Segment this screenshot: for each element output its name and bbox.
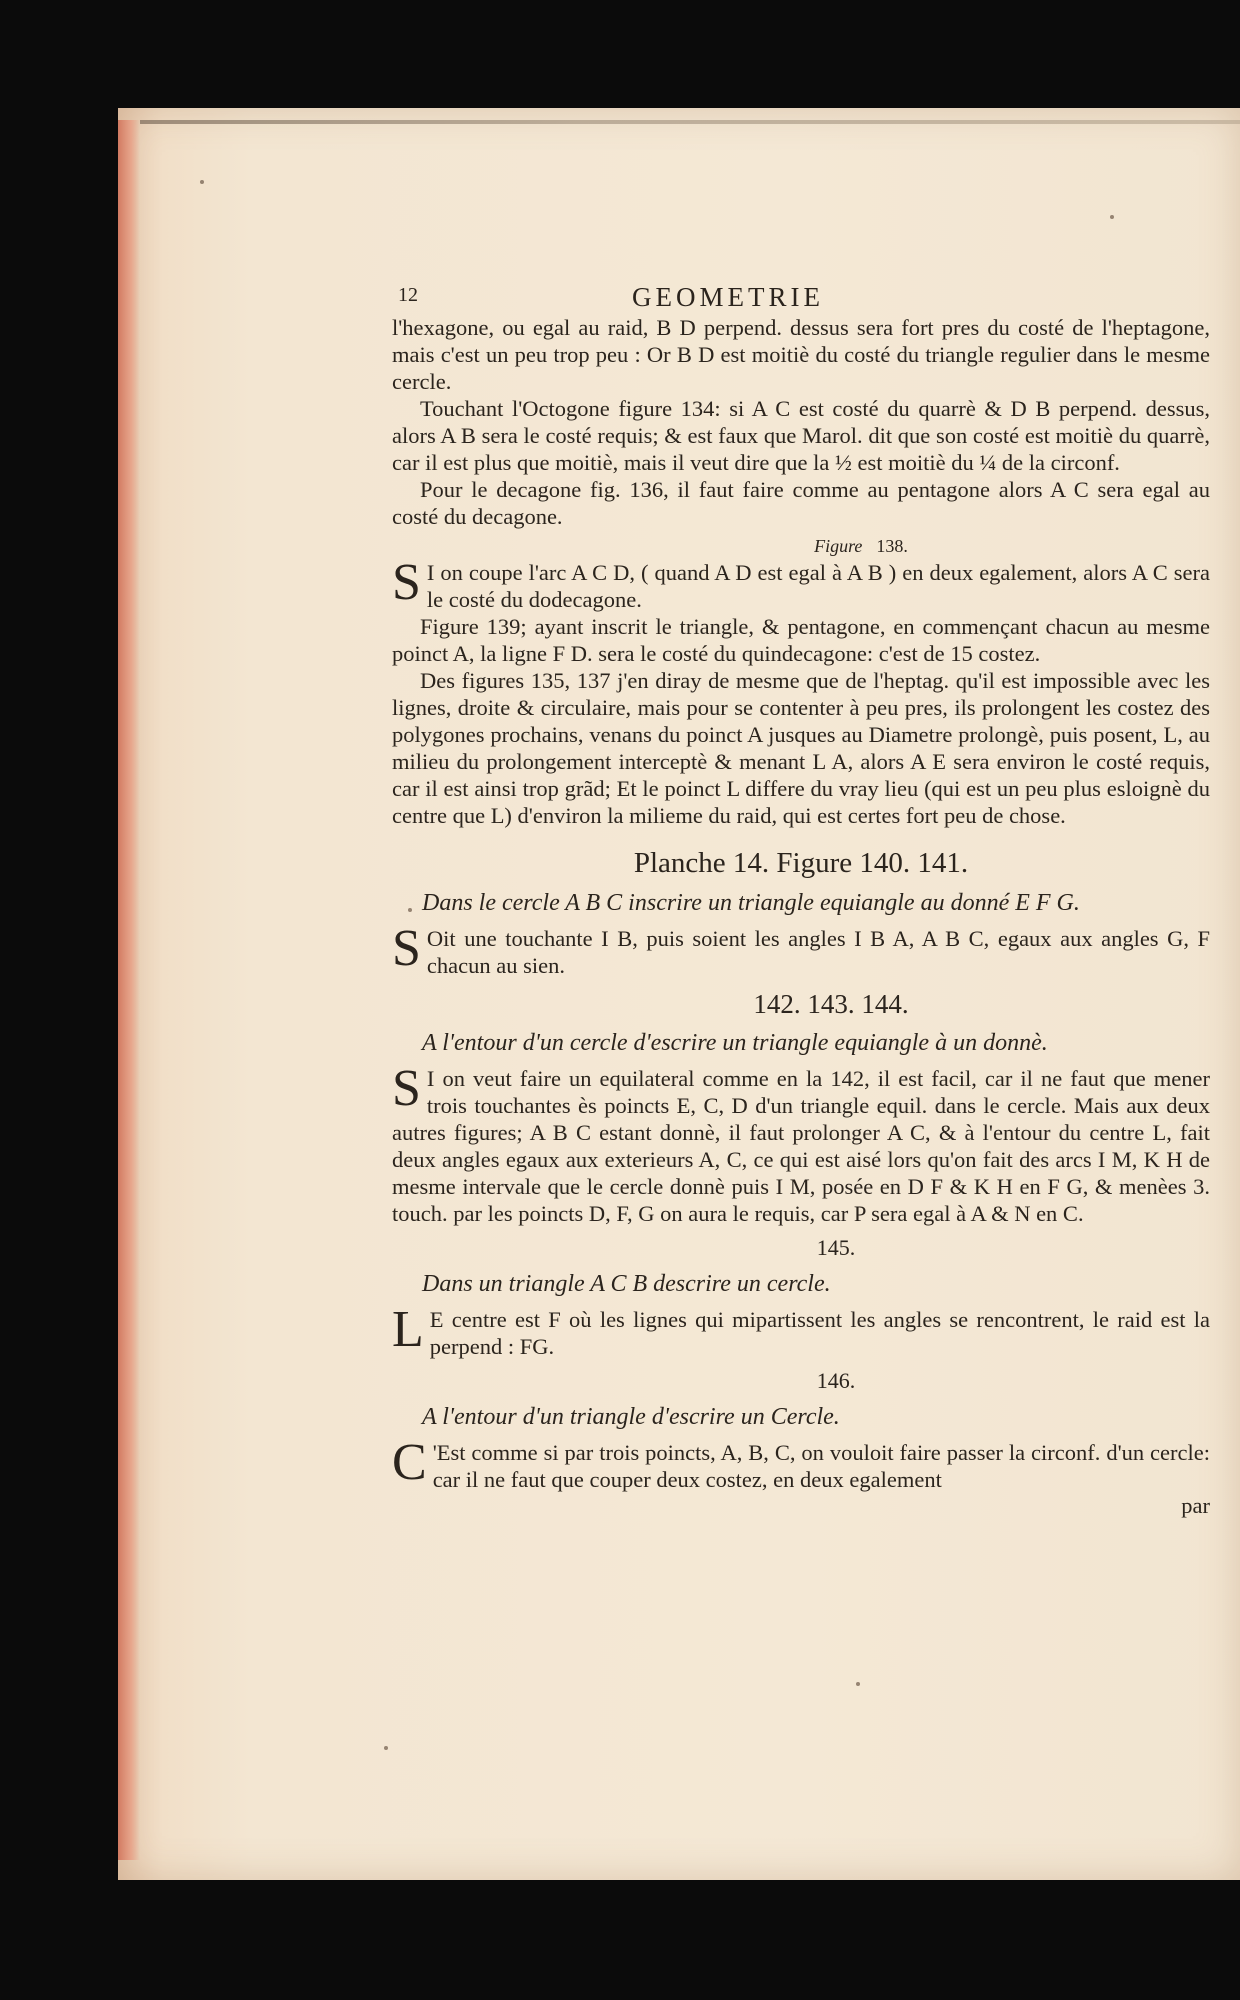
paragraph-text: E centre est F où les lignes qui mipartissent les angles se rencontrent, le raid est la perpend : FG. (429, 1307, 1210, 1359)
proposition: A l'entour d'un triangle d'escrire un Cercle. (422, 1404, 840, 1430)
drop-cap: C (392, 1434, 427, 1491)
running-head: GEOMETRIE (632, 282, 824, 312)
paragraph-text: 'Est comme si par trois poincts, A, B, C, on vouloit faire passer la circonf. d'un cercle: car il ne faut que couper deux costez, en deux egalement (432, 1440, 1210, 1492)
paragraph (392, 1301, 1210, 1360)
paragraph-text: I on coupe l'arc A C D, ( quand A D est egal à A B ) en deux egalement, alors A C sera le costé du dodecagone. (426, 560, 1210, 612)
figure-number: 138. (876, 536, 908, 556)
proposition: Dans un triangle A C B descrire un cercle. (422, 1271, 831, 1297)
page-header (392, 282, 1210, 314)
figure-heading: 146. (816, 1368, 856, 1393)
catchword: par (1181, 1493, 1210, 1518)
drop-cap: S (392, 554, 421, 611)
figure-heading: 142. 143. 144. (753, 989, 909, 1019)
drop-cap: L (392, 1301, 424, 1358)
paper-speck (856, 1682, 860, 1686)
paragraph: Touchant l'Octogone figure 134: si A C est costé du quarrè & D B perpend. dessus, alors A B sera le costé requis; & est faux que Marol. dit que son costé est moitiè du quarrè, car il est plus que moitiè, mais il veut dire que la ½ est moitiè du ¼ de la circonf. (392, 396, 1210, 475)
paragraph: Des figures 135, 137 j'en diray de mesme que de l'heptag. qu'il est impossible avec les lignes, droite & circulaire, mais pour se contenter à peu pres, ils prolongent les costez des polygones prochains, venans du poinct A jusques au Diametre prolongè, puis posent, L, au milieu du prolongement interceptè & menant L A, alors A E sera environ le costé requis, car il est ainsi trop grãd; Et le poinct L differe du vray lieu (qui est un peu plus esloignè du centre que L) d'environ la milieme du raid, qui est certes fort peu de chose. (392, 668, 1210, 828)
proposition: A l'entour d'un cercle d'escrire un triangle equiangle à un donnè. (422, 1030, 1048, 1056)
drop-cap: S (392, 920, 421, 977)
figure-label (512, 536, 1210, 557)
text-block (392, 282, 1210, 1519)
paragraph-text: Oit une touchante I B, puis soient les angles I B A, A B C, egaux aux angles G, F chacun au sien. (426, 926, 1210, 978)
paragraph: Pour le decagone fig. 136, il faut faire comme au pentagone alors A C sera egal au costé du decagone. (392, 477, 1210, 529)
paragraph: l'hexagone, ou egal au raid, B D perpend. dessus sera fort pres du costé de l'heptagone, mais c'est un peu trop peu : Or B D est moitiè du costé du triangle regulier dans le mesme cercle. (392, 315, 1210, 394)
proposition: Dans le cercle A B C inscrire un triangle equiangle au donné E F G. (422, 890, 1080, 916)
paper-speck (384, 1746, 388, 1750)
page-number: 12 (398, 284, 418, 306)
paragraph (392, 1060, 1210, 1227)
paragraph (392, 1434, 1210, 1493)
paragraph (392, 920, 1210, 979)
drop-cap: S (392, 1060, 421, 1117)
paragraph-text: I on veut faire un equilateral comme en la 142, il est facil, car il ne faut que mener trois touchantes ès poincts E, C, D d'un triangle equil. dans le cercle. Mais aux deux autres figures; A B C estant donnè, il faut prolonger A C, & à l'entour du centre L, fait deux angles egaux aux exterieurs A, C, ce qui est aisé lors qu'on fait des arcs I M, K H de mesme intervale que le cercle donnè puis I M, posée en D F & K H en F G, & menèes 3. touch. par les poincts D, F, G on aura le requis, car P sera egal à A & N en C. (392, 1066, 1210, 1226)
page-top-edge (140, 120, 1240, 124)
paper-speck (200, 180, 204, 184)
paper-speck (1110, 215, 1114, 219)
paragraph (392, 554, 1210, 613)
section-heading: Planche 14. Figure 140. 141. (633, 847, 969, 879)
paragraph: Figure 139; ayant inscrit le triangle, & pentagone, en commençant chacun au mesme poinct A, la ligne F D. sera le costé du quindecagone: c'est de 15 costez. (392, 614, 1210, 666)
figure-heading: 145. (816, 1235, 856, 1260)
figure-word: Figure (814, 536, 863, 556)
page-edge (118, 120, 140, 1860)
